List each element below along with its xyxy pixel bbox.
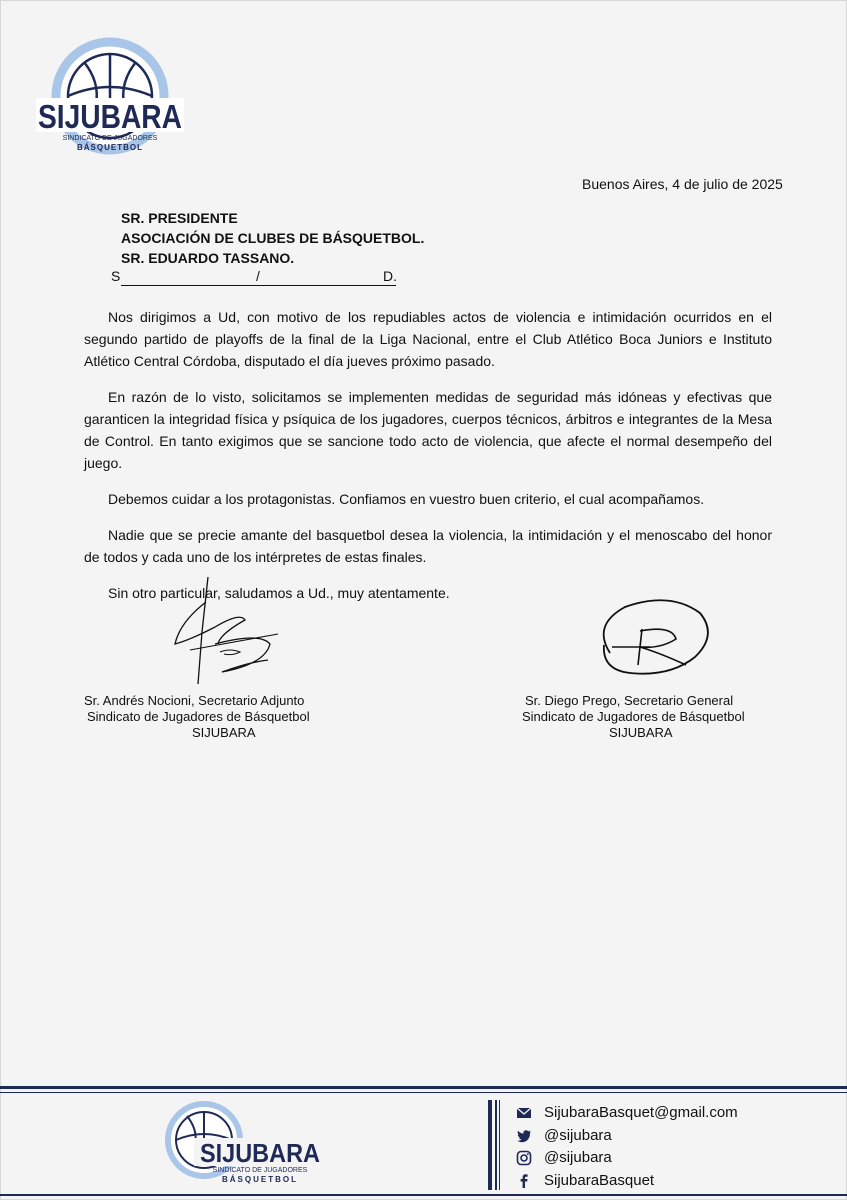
mail-icon: [516, 1105, 532, 1121]
signature-nocioni: [160, 572, 290, 692]
addressee-line: ASOCIACIÓN DE CLUBES DE BÁSQUETBOL.: [121, 230, 425, 246]
footer-rule: [0, 1092, 847, 1093]
sd-line: [111, 268, 401, 288]
sd-d: D.: [383, 268, 397, 284]
contact-facebook[interactable]: [516, 1170, 738, 1193]
instagram-icon: [516, 1150, 532, 1166]
letter-date: Buenos Aires, 4 de julio de 2025: [582, 176, 783, 192]
footer-contacts: [516, 1102, 738, 1192]
logo-sport: BÁSQUETBOL: [77, 143, 143, 152]
signatory-acronym: SIJUBARA: [192, 725, 256, 740]
signatory-acronym: SIJUBARA: [609, 725, 673, 740]
contact-instagram[interactable]: [516, 1147, 738, 1170]
logo-subtitle: SINDICATO DE JUGADORES: [62, 135, 158, 142]
footer-divider: [488, 1100, 502, 1190]
paragraph: En razón de lo visto, solicitamos se implementen medidas de seguridad más idóneas y efectivas que garanticen la integridad física y psíquica de los jugadores, cuerpos técnicos, árbitros e integrantes de la Mesa de Control. En tanto exigimos que se sancione todo acto de violencia, que afecte el normal desempeño del juego.: [84, 389, 772, 471]
paragraph: Debemos cuidar a los protagonistas. Confiamos en vuestro buen criterio, el cual acompañamos.: [108, 491, 705, 507]
signatory-name: Sr. Andrés Nocioni, Secretario Adjunto: [84, 693, 305, 708]
paragraph: Nadie que se precie amante del basquetbol desea la violencia, la intimidación y el menoscabo del honor de todos y cada uno de los intérpretes de estas finales.: [84, 527, 772, 565]
sijubara-logo: [34, 38, 186, 162]
signatory-org: Sindicato de Jugadores de Básquetbol: [87, 709, 310, 724]
addressee-block: [121, 208, 424, 268]
addressee-line: SR. PRESIDENTE: [121, 210, 238, 226]
signatory-block: [84, 693, 310, 741]
contact-text: @sijubara: [544, 1149, 612, 1166]
addressee-line: SR. EDUARDO TASSANO.: [121, 250, 295, 266]
twitter-icon: [516, 1128, 532, 1144]
footer-logo-sport: BÁSQUETBOL: [222, 1175, 298, 1184]
signatory-org: Sindicato de Jugadores de Básquetbol: [522, 709, 745, 724]
footer-logo-subtitle: SINDICATO DE JUGADORES: [212, 1167, 308, 1174]
sd-s: S: [111, 268, 121, 284]
contact-text: SijubaraBasquet@gmail.com: [544, 1104, 738, 1121]
paragraph: Nos dirigimos a Ud, con motivo de los repudiables actos de violencia e intimidación ocurridos en el segundo partido de playoffs de la final de la Liga Nacional, entre el Club Atlético Boca Juniors e Instituto Atlético Central Córdoba, disputado el día jueves próximo pasado.: [84, 309, 772, 369]
facebook-icon: [516, 1173, 532, 1189]
sd-underline: [121, 285, 396, 286]
footer-logo-name: SIJUBARA: [200, 1138, 321, 1168]
sd-slash: /: [256, 268, 260, 284]
paragraph: Sin otro particular, saludamos a Ud., muy atentamente.: [108, 585, 450, 601]
contact-text: SijubaraBasquet: [544, 1171, 655, 1189]
footer-rule: [0, 1086, 847, 1089]
footer-rule: [0, 1194, 847, 1196]
signatory-name: Sr. Diego Prego, Secretario General: [525, 693, 734, 708]
signatory-block: [522, 693, 745, 741]
footer-logo: [154, 1100, 324, 1190]
contact-email[interactable]: [516, 1102, 738, 1125]
contact-text: @sijubara: [544, 1126, 612, 1144]
contact-twitter[interactable]: [516, 1125, 738, 1148]
logo-name: SIJUBARA: [38, 98, 182, 135]
signature-prego: [590, 595, 720, 685]
